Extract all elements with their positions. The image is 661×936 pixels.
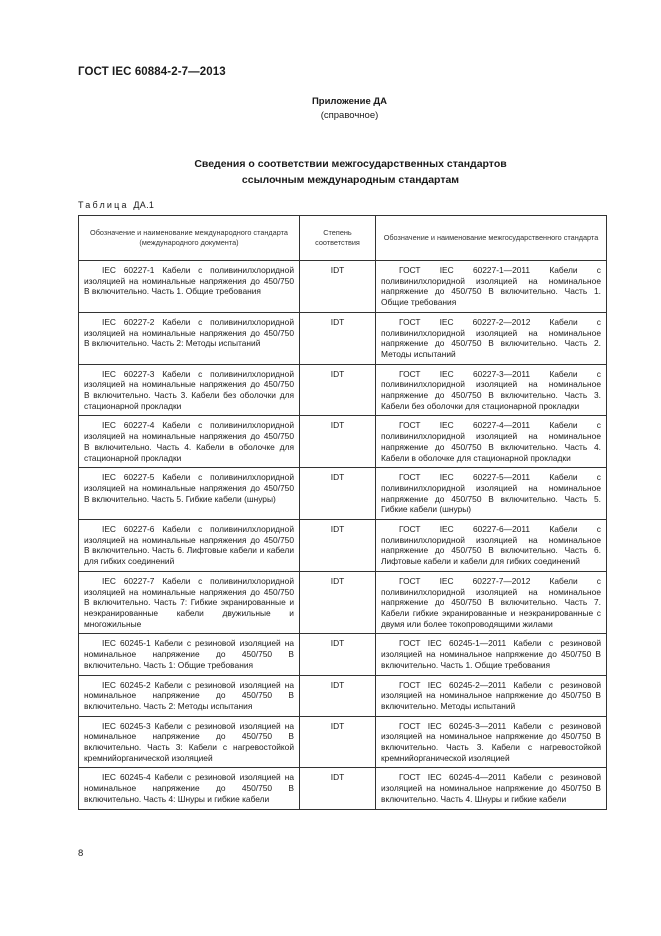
table-row [79,312,607,364]
header-interstate: Обозначение и наименование межгосударственного стандарта [376,216,607,261]
table-label [78,200,154,210]
cell-degree: IDT [300,416,376,468]
table-row [79,520,607,572]
table-row [79,634,607,675]
table-row [79,768,607,809]
cell-interstate: ГОСТ IEC 60245-2—2011 Кабели с резиновой изоляцией на номинальное напряжение до 450/750 В включительно. Методы испытаний [376,675,607,716]
cell-degree: IDT [300,520,376,572]
cell-international: IEC 60227-5 Кабели с поливинилхлоридной изоляцией на номинальные напряжения до 450/750 В включительно. Часть 5. Гибкие кабели (шнуры) [79,468,300,520]
cell-interstate: ГОСТ IEC 60227-1—2011 Кабели с поливинилхлоридной изоляцией на номинальное напряжение до 450/750 В включительно. Часть 1. Общие требования [376,261,607,313]
cell-degree: IDT [300,312,376,364]
cell-degree: IDT [300,468,376,520]
cell-international: IEC 60227-4 Кабели с поливинилхлоридной изоляцией на номинальные напряжения до 450/750 В включительно. Часть 4. Кабели в оболочке для стационарной прокладки [79,416,300,468]
table-row [79,364,607,416]
cell-degree: IDT [300,716,376,768]
table-row [79,416,607,468]
cell-degree: IDT [300,768,376,809]
cell-international: IEC 60227-3 Кабели с поливинилхлоридной изоляцией на номинальные напряжения до 450/750 В включительно. Часть 3. Кабели без оболочки для стационарной прокладки [79,364,300,416]
cell-interstate: ГОСТ IEC 60227-2—2012 Кабели с поливинилхлоридной изоляцией на номинальное напряжение до 450/750 В включительно. Часть 2. Методы испытаний [376,312,607,364]
cell-interstate: ГОСТ IEC 60245-4—2011 Кабели с резиновой изоляцией на номинальное напряжение до 450/750 В включительно. Часть 4. Шнуры и гибкие кабели [376,768,607,809]
table-header-row [79,216,607,261]
table-row [79,261,607,313]
header-international: Обозначение и наименование международного стандарта (международного документа) [79,216,300,261]
page-number: 8 [78,848,84,859]
cell-interstate: ГОСТ IEC 60227-5—2011 Кабели с поливинилхлоридной изоляцией на номинальное напряжение до 450/750 В включительно. Часть 5. Гибкие кабели (шнуры) [376,468,607,520]
header-degree: Степень соответствия [300,216,376,261]
table-row [79,571,607,634]
cell-interstate: ГОСТ IEC 60245-3—2011 Кабели с резиновой изоляцией на номинальное напряжение до 450/750 В включительно. Часть 3. Кабели с нагревостойкой кремнийорганической изоляцией [376,716,607,768]
cell-international: IEC 60227-1 Кабели с поливинилхлоридной изоляцией на номинальные напряжения до 450/750 В включительно. Часть 1. Общие требования [79,261,300,313]
appendix-heading [0,95,661,123]
appendix-subtitle: (справочное) [320,110,379,121]
cell-interstate: ГОСТ IEC 60227-4—2011 Кабели с поливинилхлоридной изоляцией на номинальное напряжение до 450/750 В включительно. Часть 4. Кабели в оболочке для стационарной прокладки [376,416,607,468]
cell-international: IEC 60245-2 Кабели с резиновой изоляцией на номинальное напряжение до 450/750 В включительно. Часть 2: Методы испытания [79,675,300,716]
document-code: ГОСТ IEC 60884-2-7—2013 [78,66,226,78]
section-title-line-2: ссылочным международным стандартам [241,174,460,186]
table-row [79,468,607,520]
section-title [0,156,661,188]
cell-degree: IDT [300,634,376,675]
cell-interstate: ГОСТ IEC 60227-3—2011 Кабели с поливинилхлоридной изоляцией на номинальное напряжение до 450/750 В включительно. Часть 3. Кабели без оболочки для стационарной прокладки [376,364,607,416]
cell-international: IEC 60227-6 Кабели с поливинилхлоридной изоляцией на номинальные напряжения до 450/750 В включительно. Часть 6. Лифтовые кабели и кабели для гибких соединений [79,520,300,572]
cell-international: IEC 60227-2 Кабели с поливинилхлоридной изоляцией на номинальные напряжения до 450/750 В включительно. Часть 2: Методы испытаний [79,312,300,364]
cell-interstate: ГОСТ IEC 60227-7—2012 Кабели с поливинилхлоридной изоляцией на номинальное напряжение до 450/750 В включительно. Часть 7. Кабели гибкие экранированные и неэкранированные с двумя или более токопроводящими жилами [376,571,607,634]
cell-degree: IDT [300,261,376,313]
cell-international: IEC 60227-7 Кабели с поливинилхлоридной изоляцией на номинальные напряжения до 450/750 В включительно. Часть 7: Гибкие экранированные и неэкранированные кабели двужильные и многожильные [79,571,300,634]
cell-interstate: ГОСТ IEC 60245-1—2011 Кабели с резиновой изоляцией на номинальное напряжение до 450/750 В включительно. Часть 1. Общие требования [376,634,607,675]
table-label-prefix: Таблица [78,200,129,210]
section-title-line-1: Сведения о соответствии межгосударственных стандартов [194,158,507,170]
table-row [79,675,607,716]
cell-international: IEC 60245-4 Кабели с резиновой изоляцией на номинальное напряжение до 450/750 В включительно. Часть 4: Шнуры и гибкие кабели [79,768,300,809]
cell-degree: IDT [300,675,376,716]
cell-interstate: ГОСТ IEC 60227-6—2011 Кабели с поливинилхлоридной изоляцией на номинальное напряжение до 450/750 В включительно. Часть 6. Лифтовые кабели и кабели для гибких соединений [376,520,607,572]
correspondence-table [78,215,607,810]
appendix-title: Приложение ДА [311,96,388,107]
cell-degree: IDT [300,571,376,634]
cell-international: IEC 60245-3 Кабели с резиновой изоляцией на номинальное напряжение до 450/750 В включительно. Часть 3: Кабели с нагревостойкой кремнийорганической изоляцией [79,716,300,768]
table-row [79,716,607,768]
cell-international: IEC 60245-1 Кабели с резиновой изоляцией на номинальное напряжение до 450/750 В включительно. Часть 1: Общие требования [79,634,300,675]
cell-degree: IDT [300,364,376,416]
table-label-number: ДА.1 [133,200,155,210]
